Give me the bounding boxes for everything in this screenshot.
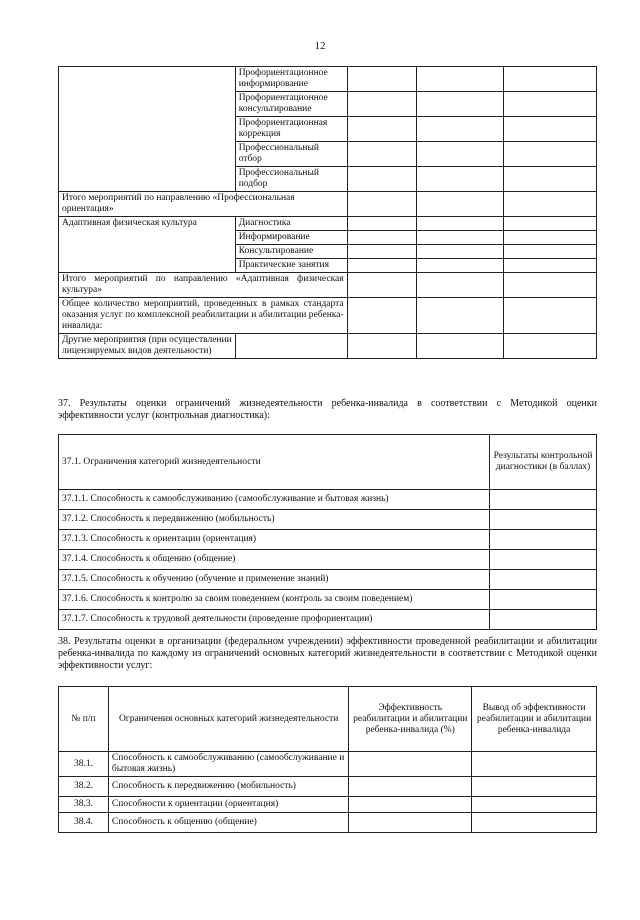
table-row	[59, 610, 597, 630]
table-row	[59, 67, 597, 92]
header-left: 37.1. Ограничения категорий жизнедеятельности	[59, 435, 490, 490]
table-row	[59, 490, 597, 510]
other-activities: Другие мероприятия (при осуществлении лицензируемых видов деятельности)	[59, 334, 236, 359]
table-cell: 37.1.6. Способность к контролю за своим поведением (контроль за своим поведением)	[59, 590, 490, 610]
table-row	[59, 192, 597, 217]
afk-label: Адаптивная физическая культура	[59, 217, 236, 273]
table-cell: 37.1.7. Способность к трудовой деятельности (проведение профориентации)	[59, 610, 490, 630]
row-num: 38.4.	[59, 813, 109, 833]
table-header	[59, 435, 597, 490]
table-row	[59, 273, 597, 298]
header-num: № п/п	[59, 687, 109, 752]
row-num: 38.2.	[59, 777, 109, 797]
table-row	[59, 217, 597, 231]
table-cell: Способность к передвижению (мобильность)	[108, 777, 348, 797]
table-row	[59, 797, 597, 813]
table-cell: Профессиональный отбор	[235, 142, 347, 167]
total-all: Общее количество мероприятий, проведенных в рамках стандарта оказания услуг по комплексной реабилитации и абилитации ребенка-инвалида:	[59, 298, 348, 334]
total-afk: Итого мероприятий по направлению «Адаптивная физическая культура»	[59, 273, 348, 298]
page-number: 12	[314, 40, 326, 52]
table-cell: Информирование	[235, 231, 347, 245]
section-38-text: 38. Результаты оценки в организации (федеральном учреждении) эффективности проведенной реабилитации и абилитации ребенка-инвалида по каждому из ограничений основных категорий жизнедеятельности в соответствии с Методикой оценки эффективности услуг:	[58, 636, 597, 671]
table-row	[59, 334, 597, 359]
table-cell: Профориентационное информирование	[235, 67, 347, 92]
table-cell: Способности к ориентации (ориентация)	[108, 797, 348, 813]
header-conclusion: Вывод об эффективности реабилитации и абилитации ребенка-инвалида	[472, 687, 597, 752]
total-prof: Итого мероприятий по направлению «Профессиональная ориентация»	[59, 192, 348, 217]
table-header	[59, 687, 597, 752]
section-37-text: 37. Результаты оценки ограничений жизнедеятельности ребенка-инвалида в соответствии с Методикой оценки эффективности услуг (контрольная диагностика):	[58, 398, 597, 421]
table-row	[59, 530, 597, 550]
table-row	[59, 298, 597, 334]
table-row	[59, 590, 597, 610]
header-right: Результаты контрольной диагностики (в баллах)	[490, 435, 597, 490]
table-row	[59, 550, 597, 570]
table-cell: 37.1.4. Способность к общению (общение)	[59, 550, 490, 570]
table-cell: Профессиональный подбор	[235, 167, 347, 192]
table-row	[59, 777, 597, 797]
table-row	[59, 752, 597, 777]
table-cell: Диагностика	[235, 217, 347, 231]
table-cell: 37.1.1. Способность к самообслуживанию (самообслуживание и бытовая жизнь)	[59, 490, 490, 510]
row-num: 38.1.	[59, 752, 109, 777]
table-row	[59, 570, 597, 590]
table-cell: 37.1.3. Способность к ориентации (ориентация)	[59, 530, 490, 550]
table-cell: Консультирование	[235, 245, 347, 259]
events-table	[58, 66, 597, 359]
effectiveness-table	[58, 686, 597, 833]
table-cell: 37.1.2. Способность к передвижению (мобильность)	[59, 510, 490, 530]
header-limitations: Ограничения основных категорий жизнедеятельности	[108, 687, 348, 752]
table-cell: Способность к общению (общение)	[108, 813, 348, 833]
table-cell: Профориентационное консультирование	[235, 92, 347, 117]
diagnostics-table	[58, 434, 597, 630]
header-effectiveness: Эффективность реабилитации и абилитации ребенка-инвалида (%)	[349, 687, 472, 752]
row-num: 38.3.	[59, 797, 109, 813]
table-row	[59, 510, 597, 530]
table-cell: Практические занятия	[235, 259, 347, 273]
table-cell: Профориентационная коррекция	[235, 117, 347, 142]
table-cell: Способность к самообслуживанию (самообслуживание и бытовая жизнь)	[108, 752, 348, 777]
table-cell: 37.1.5. Способность к обучению (обучение и применение знаний)	[59, 570, 490, 590]
table-row	[59, 813, 597, 833]
